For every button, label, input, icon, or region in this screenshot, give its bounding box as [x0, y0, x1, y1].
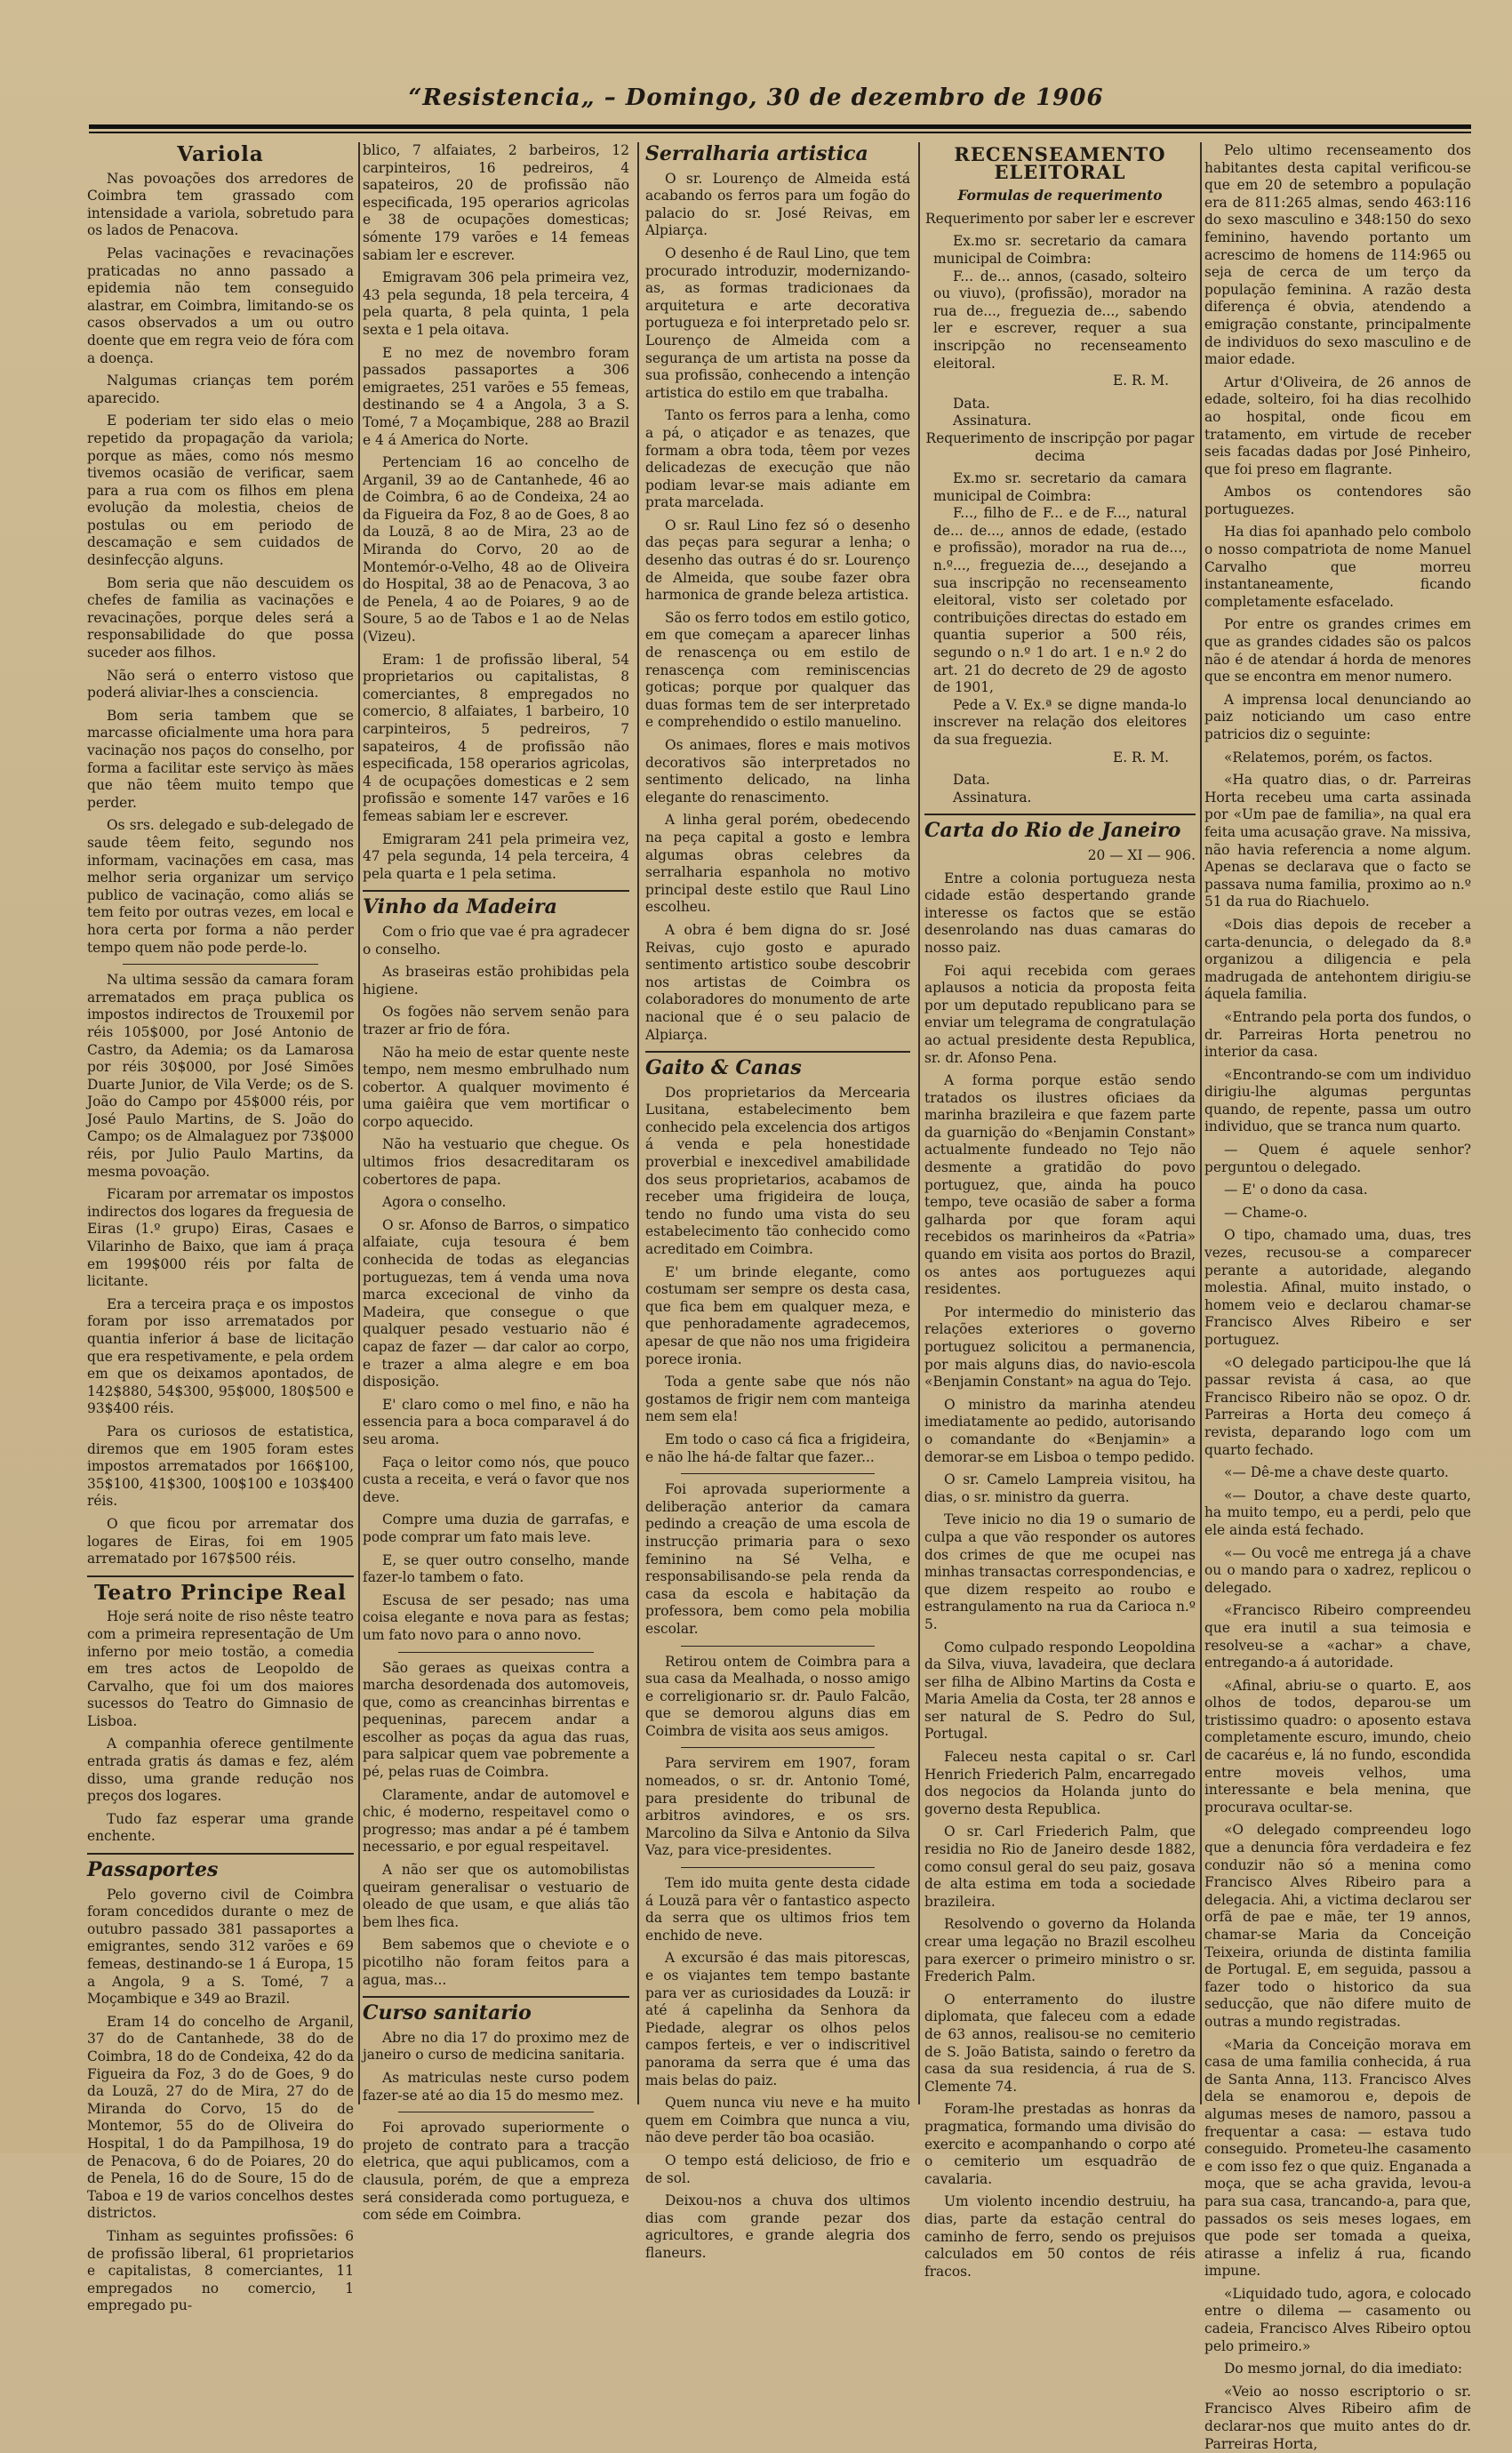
paragraph: Não ha meio de estar quente neste tempo, nem mesmo embrulhado num cobertor. A qualquer movimento é uma gaiêira que vem mortificar o corpo aquecido.: [363, 1044, 629, 1130]
paragraph: Em todo o caso cá fica a frigideira, e não lhe há-de faltar que fazer...: [645, 1431, 910, 1465]
paragraph: Não será o enterro vistoso que poderá aliviar-lhes a consciencia.: [87, 667, 354, 701]
paragraph: Pelo ultimo recenseamento dos habitantes desta capital verificou-se que em 20 de setembro a população era de 811:265 almas, sendo 463:116 do sexo masculino e 348:150 do sexo feminino, havendo portanto um acrescimo de homens de 114:965 ou seja de cerca de um terço da população feminina. A razão desta diferença é obvia, atendendo a emigração constante, principalmente de individuos do sexo masculino e de maior edade.: [1204, 142, 1471, 368]
paragraph: Por entre os grandes crimes em que as grandes cidades são os palcos não é de atendar á horda de menores que se encontra em menor numero.: [1204, 616, 1471, 685]
paragraph: Para servirem em 1907, foram nomeados, o sr. dr. Antonio Tomé, para presidente do tribunal de arbitros avindores, e os srs. Marcolino da Silva e Antonio da Silva Vaz, para vice-presidentes.: [645, 1755, 910, 1859]
paragraph: Escusa de ser pesado; nas uma coisa elegante e nova para as festas; um fato novo para o anno novo.: [363, 1591, 629, 1643]
paragraph: Emigravam 306 pela primeira vez, 43 pela segunda, 18 pela terceira, 4 pela quarta, 8 pela quinta, 1 pela sexta e 1 pela oitava.: [363, 269, 629, 338]
paragraph: Foi aprovado superiormente o projeto de contrato para a tracção eletrica, que aqui publicamos, com a clausula, porém, de que a empreza será considerada como portugueza, e com séde em Coimbra.: [363, 2120, 629, 2224]
paragraph: Dos proprietarios da Mercearia Lusitana, estabelecimento bem conhecido pela excelencia dos artigos á venda e pela honestidade proverbial e inexcedivel amabilidade dos seus proprietarios, acabamos de receber uma frigideira de louça, tendo no fundo uma vista do seu estabelecimento tão conhecido como acreditado em Coimbra.: [645, 1084, 910, 1258]
paragraph: Os fogões não servem senão para trazer ar frio de fóra.: [363, 1004, 629, 1038]
paragraph: Na ultima sessão da camara foram arrematados em praça publica os impostos indirectos de Trouxemil por réis 105$000, por José Antonio de Castro, da Ademia; os da Lamarosa por réis 30$000, por José Simões Duarte Junior, de Vila Verde; os de S. João do Campo por 45$000 réis, por José Paulo Martins, de S. João do Campo; os de Almalaguez por 73$000 réis, por Julio Paulo Martins, da mesma povoação.: [87, 972, 354, 1180]
paragraph: Tanto os ferros para a lenha, como a pá, o atiçador e as tenazes, que formam a obra toda, têem por vezes delicadezas de execução que não podiam levar-se mais adiante em prata marcelada.: [645, 407, 910, 511]
divider: [398, 1652, 594, 1653]
paragraph: Quem nunca viu neve e ha muito quem em Coimbra que nunca a viu, não deve perder tão boa ocasião.: [645, 2095, 910, 2146]
paragraph: E poderiam ter sido elas o meio repetido da propagação da variola; porque as mães, como nós mesmo tivemos ocasião de verificar, saem para a rua com os filhos em plena evolução da molestia, cheios de postulas ou em periodo de descamação e sem cuidados de desinfecção alguns.: [87, 413, 354, 569]
article-title-gaito: Gaito & Canas: [645, 1056, 802, 1080]
paragraph: Pelas vacinações e revacinações praticadas no anno passado a epidemia não tem conseguido alastrar, em Coimbra, limitando-se os casos observados a um ou outro doente que em regra veio de fóra com a doença.: [87, 244, 354, 366]
paragraph: — Quem é aquele senhor? perguntou o delegado.: [1204, 1142, 1471, 1175]
article-title-teatro: Teatro Principe Real: [94, 1580, 347, 1605]
paragraph: Os srs. delegado e sub-delegado de saude têem feito, segundo nos informam, vacinações em casa, mas melhor seria organizar um serviço publico de vacinação, como aliás se tem feito por outras vezes, em local e hora certa por forma a não perder tempo quem não pode perde-lo.: [87, 817, 354, 956]
paragraph: Era a terceira praça e os impostos foram por isso arrematados por quantia inferior á base de licitação que era respetivamente, e pela ordem em que os deixamos apontados, de 142$880, 54$300, 95$000, 180$500 e 93$400 réis.: [87, 1295, 354, 1417]
paragraph: Emigraram 241 pela primeira vez, 47 pela segunda, 14 pela terceira, 4 pela quarta e 1 pela setima.: [363, 830, 629, 882]
paragraph: Teve inicio no dia 19 o sumario de culpa a que vão responder os autores dos crimes de que me ocupei nas minhas transactas correspondencias, e que dizem respeito ao roubo e estrangulamento na rua da Carioca n.º 5.: [924, 1511, 1196, 1632]
paragraph: «Dois dias depois de receber a carta-denuncia, o delegado da 8.ª organizou a diligencia e pela madrugada de antehontem dirigiu-se áquela familia.: [1204, 916, 1471, 1003]
paragraph: São os ferro todos em estilo gotico, em que começam a aparecer linhas de renascença ou em estilo de renascença com reminiscencias goticas; porque por qualquer das duas formas tem de ser interpretado e comprehendido o estilo manuelino.: [645, 609, 910, 731]
paragraph: Faça o leitor como nós, que pouco custa a receita, e verá o favor que nos deve.: [363, 1454, 629, 1505]
divider: [87, 1575, 354, 1577]
column-3: [645, 142, 910, 2261]
paragraph: Pelo governo civil de Coimbra foram concedidos durante o mez de outubro passado 381 passaportes a emigrantes, sendo 312 varões e 69 femeas, destinando-se 1 á Europa, 15 a Angola, 9 a S. Tomé, 7 a Moçambique e 349 ao Brazil.: [87, 1886, 354, 2008]
divider: [645, 1051, 910, 1053]
paragraph: A excursão é das mais pitorescas, e os viajantes tem tempo bastante para ver as curiosidades da Louzã: ir até á capelinha da Senhora da Piedade, alegrar os olhos pelos campos ferteis, e ver o indiscritivel panorama da serra que é uma das mais belas do paiz.: [645, 1950, 910, 2088]
paragraph: «Encontrando-se com um individuo dirigiu-lhe algumas perguntas quando, de repente, passa um outro individuo, que se tranca num quarto.: [1204, 1066, 1471, 1135]
paragraph: A não ser que os automobilistas queiram generalisar o vestuario de oleado de que usam, e que aliás tão bem lhes fica.: [363, 1862, 629, 1930]
paragraph: Artur d'Oliveira, de 26 annos de edade, solteiro, foi ha dias recolhido ao hospital, onde ficou em tratamento, em virtude de receber seis facadas dadas por José Pinheiro, que foi preso em flagrante.: [1204, 373, 1471, 477]
paragraph: O que ficou por arrematar dos logares de Eiras, foi em 1905 arrematado por 167$500 réis.: [87, 1515, 354, 1567]
paragraph: A forma porque estão sendo tratados os ilustres oficiaes da marinha brazileira e que fazem parte da guarnição do «Benjamin Constant» actualmente fundeado no Tejo não desmente a gratidão do povo portuguez, que, ainda ha pouco tempo, teve ocasião de saber a forma galharda por que foram aqui recebidos os marinheiros da «Patria» quando em visita aos portos do Brazil, os antes aos portuguezes aqui residentes.: [924, 1072, 1196, 1298]
paragraph: E, se quer outro conselho, mande fazer-lo tambem o fato.: [363, 1551, 629, 1586]
header-rule-thin: [89, 132, 1471, 133]
paragraph: Claramente, andar de automovel e chic, é moderno, respeitavel como o progresso; mas andar a pé é tambem necessario, e por egual respeitavel.: [363, 1786, 629, 1856]
column-divider: [358, 142, 360, 2104]
paragraph: Ha dias foi apanhado pelo combolo o nosso compatriota de nome Manuel Carvalho que morreu instantaneamente, ficando completamente esfacelado.: [1204, 524, 1471, 610]
paragraph: Com o frio que vae é pra agradecer o conselho.: [363, 923, 629, 958]
paragraph: Tinham as seguintes profissões: 6 de profissão liberal, 61 proprietarios e capitalistas, 8 comerciantes, 11 empregados no comercio, 1 empregado pu-: [87, 2227, 354, 2314]
paragraph: «Veio ao nosso escriptorio o sr. Francisco Alves Ribeiro afim de declarar-nos que muito antes do dr. Parreiras Horta,: [1204, 2383, 1471, 2452]
divider: [681, 1747, 875, 1748]
paragraph: Agora o conselho.: [382, 1194, 507, 1211]
paragraph: «Ha quatro dias, o dr. Parreiras Horta recebeu uma carta assinada por «Um pae de familia», na qual era feita uma acusação grave. Na missiva, não havia referencia a nome algum. Apenas se declarava que o facto se passava numa familia, proximo ao n.º 51 da rua do Riachuelo.: [1204, 772, 1471, 910]
paragraph: Foi aqui recebida com geraes aplausos a noticia da proposta feita por um deputado republicano para se enviar um telegrama de congratulação ao actual presidente desta Republica, sr. dr. Afonso Pena.: [924, 962, 1196, 1066]
paragraph: «Afinal, abriu-se o quarto. E, aos olhos de todos, deparou-se um tristissimo quadro: o aposento estava completamente escuro, imundo, cheio de cacaréus e, lá no fundo, escondida entre moveis velhos, uma interessante e bela menina, que procurava ocultar-se.: [1204, 1677, 1471, 1816]
divider: [363, 890, 629, 892]
paragraph: O sr. Carl Friederich Palm, que residia no Rio de Janeiro desde 1882, como consul geral do seu paiz, gosava de alta estima em toda a sociedade brazileira.: [924, 1824, 1196, 1910]
form-signature: E. R. M.: [1112, 749, 1169, 766]
paragraph: Foi aprovada superiormente a deliberação anterior da camara pedindo a creação de uma escola de instrucção primaria para o sexo feminino na Sé Velha, e responsabilisando-se pela renda da casa da escola e habitação da professora, bem como pela mobilia escolar.: [645, 1481, 910, 1637]
form-body: F... de... annos, (casado, solteiro ou viuvo), (profissão), morador na rua de..., freguezia de..., sabendo ler e escrever, requer a sua inscripção no recenseamento eleitoral.: [933, 268, 1187, 372]
form-date: Data.: [953, 772, 990, 789]
paragraph: Faleceu nesta capital o sr. Carl Henrich Friederich Palm, encarregado dos negocios da Holanda junto do governo desta Republica.: [924, 1749, 1196, 1817]
article-title-passaportes: Passaportes: [87, 1858, 219, 1882]
paragraph: Tem ido muita gente desta cidade á Louzã para vêr o fantastico aspecto da serra que os ultimos frios tem enchido de neve.: [645, 1875, 910, 1944]
paragraph: «— Doutor, a chave deste quarto, ha muito tempo, eu a perdi, pelo que ele ainda está fechado.: [1204, 1487, 1471, 1538]
paragraph: O tipo, chamado uma, duas, tres vezes, recusou-se a comparecer perante a autoridade, alegando molestia. Afinal, muito instado, o homem veio e declarou chamar-se Francisco Alves Ribeiro e ser portuguez.: [1204, 1227, 1471, 1348]
paragraph: As braseiras estão prohibidas pela higiene.: [363, 964, 629, 998]
article-title-recenseamento: RECENSEAMENTO ELEITORAL: [954, 143, 1166, 183]
divider: [681, 1867, 875, 1868]
paragraph: «— Dê-me a chave deste quarto.: [1224, 1464, 1449, 1481]
paragraph: O sr. Afonso de Barros, o simpatico alfaiate, cuja tesoura é bem conhecida de todas as elegancias portuguezas, tem á venda uma nova marca excecional de vinho da Madeira, que consegue o que qualquer pesado vestuario não é capaz de fazer — dar calor ao corpo, e trazer a alma alegre e em boa disposição.: [363, 1216, 629, 1391]
page-header: “Resistencia„ – Domingo, 30 de dezembro de 1906: [408, 84, 1104, 111]
subtitle: Formulas de requerimento: [957, 188, 1163, 204]
paragraph: «Francisco Ribeiro compreendeu que era inutil a sua teimosia e resolveu-se a «achar» a chave, entregando-a á autoridade.: [1204, 1602, 1471, 1671]
paragraph: Bom seria tambem que se marcasse oficialmente uma hora para vacinação nos paços do conselho, por forma a facilitar este serviço às mães que não têem muito tempo que perder.: [87, 707, 354, 811]
paragraph: Tudo faz esperar uma grande enchente.: [87, 1810, 354, 1845]
paragraph: Toda a gente sabe que nós não gostamos de frigir nem com manteiga nem sem ela!: [645, 1374, 910, 1425]
article-date: 20 — XI — 906.: [1087, 846, 1196, 863]
paragraph: «— Ou você me entrega já a chave ou o mando para o xadrez, replicou o delegado.: [1204, 1544, 1471, 1596]
paragraph: E' claro como o mel fino, e não ha essencia para a boca comparavel á do seu aroma.: [363, 1396, 629, 1447]
paragraph: — Chame-o.: [1224, 1204, 1308, 1221]
paragraph: Nas povoações dos arredores de Coimbra tem grassado com intensidade a variola, sobretudo para os lados de Penacova.: [87, 170, 354, 239]
paragraph: Entre a colonia portugueza nesta cidade estão despertando grande interesse os factos que se estão desenrolando nas duas camaras do nosso paiz.: [924, 870, 1196, 956]
column-divider: [918, 142, 920, 2104]
paragraph: Para os curiosos de estatistica, diremos que em 1905 foram estes impostos arrematados por 166$100, 35$100, 41$300, 100$100 e 103$400 réis.: [87, 1423, 354, 1510]
paragraph: — E' o dono da casa.: [1224, 1182, 1368, 1198]
form-body: F..., filho de F... e de F..., natural de... de..., annos de edade, (estado e profissão), morador na rua de..., n.º..., freguezia de..., desejando a sua inscripção no recenseamento eleitoral, visto ser coletado por contribuições directas do estado em quantia superior a 500 réis, segundo o n.º 1 do art. 1 e n.º 2 do art. 21 do decreto de 29 de agosto de 1901,: [933, 505, 1187, 696]
article-title-carta: Carta do Rio de Janeiro: [924, 819, 1181, 843]
paragraph: «Maria da Conceição morava em casa de uma familia conhecida, á rua de Santa Anna, 113. Francisco Alves dela se enamorou e, depois de algumas meses de namoro, passou a frequentar a casa: — estava tudo conseguido. Prometeu-lhe casamento e com isso fez o que quiz. Enganada a moça, que se acha gravida, levou-a para sua casa, trancando-a, para que, passados os seis meses logaes, em que pode ser tomada a queixa, atirasse a infeliz á rua, ficando impune.: [1204, 2036, 1471, 2280]
paragraph: Eram 14 do concelho de Arganil, 37 do de Cantanhede, 38 do de Coimbra, 18 do de Condeixa, 42 do da Figueira da Foz, 3 do de Goes, 9 do da Louzã, 27 do de Mira, 27 do de Miranda do Corvo, 15 do de Montemor, 55 do de Oliveira do Hospital, 1 do da Pampilhosa, 19 do de Penacova, 6 do de Poiares, 20 do de Penela, 16 do de Soure, 15 do de Taboa e 19 de varios concelhos destes districtos.: [87, 2013, 354, 2222]
paragraph: E no mez de novembro foram passados passaportes a 306 emigraetes, 251 varões e 55 femeas, destinando se 4 a Angola, 3 a S. Tomé, 7 a Moçambique, 288 ao Brazil e 4 á America do Norte.: [363, 344, 629, 448]
paragraph: «Entrando pela porta dos fundos, o dr. Parreiras Horta penetrou no interior da casa.: [1204, 1008, 1471, 1061]
paragraph: Do mesmo jornal, do dia imediato:: [1224, 2361, 1463, 2377]
paragraph: Os animaes, flores e mais motivos decorativos são interpretados no sentimento delicado, na linha elegante do renascimento.: [645, 737, 910, 806]
divider: [681, 1646, 875, 1647]
paragraph: Nalgumas crianças tem porém aparecido.: [87, 373, 354, 406]
form-title: Requerimento por saber ler e escrever: [925, 210, 1195, 227]
paragraph: A linha geral porém, obedecendo na peça capital a gosto e lembra algumas obras celebres da serralharia espanhola no motivo principal deste estilo que Raul Lino escolheu.: [645, 812, 910, 916]
paragraph: A imprensa local denunciando ao paiz noticiando um caso entre patricios diz o seguinte:: [1204, 691, 1471, 742]
column-divider: [637, 142, 639, 2104]
column-4: [924, 142, 1196, 2280]
paragraph: Resolvendo o governo da Holanda crear uma legação no Brazil escolheu para exercer o primeiro ministro o sr. Frederich Palm.: [924, 1916, 1196, 1985]
paragraph: blico, 7 alfaiates, 2 barbeiros, 12 carpinteiros, 16 pedreiros, 4 sapateiros, 20 de profissão não especificada, 195 operarios agricolas e 38 de ocupações domesticas; sómente 179 varões e 14 femeas sabiam ler e escrever.: [363, 142, 629, 263]
paragraph: «Relatemos, porém, os factos.: [1224, 749, 1433, 766]
form-signature-line: Assinatura.: [953, 413, 1032, 429]
form-address: Ex.mo sr. secretario da camara municipal de Coimbra:: [933, 233, 1187, 267]
form-signature: E. R. M.: [1112, 373, 1169, 389]
form-date: Data.: [953, 395, 990, 412]
article-title-variola: Variola: [177, 142, 264, 166]
paragraph: As matriculas neste curso podem fazer-se até ao dia 15 do mesmo mez.: [363, 2069, 629, 2104]
paragraph: Eram: 1 de profissão liberal, 54 proprietarios ou capitalistas, 8 comerciantes, 8 empregados no comercio, 8 alfaiates, 1 barbeiro, 10 carpinteiros, 5 pedreiros, 7 sapateiros, 4 de profissão não especificada, 158 operarios agricolas, 4 de ocupações domesticas e 2 sem profissão e somente 147 varões e 16 femeas sabiam ler e escrever.: [363, 651, 629, 824]
paragraph: Retirou ontem de Coimbra para a sua casa da Mealhada, o nosso amigo e correligionario sr. dr. Paulo Falcão, que se demorou alguns dias em Coimbra de visita aos seus amigos.: [645, 1653, 910, 1739]
paragraph: Bem sabemos que o cheviote e o picotilho não foram feitos para a agua, mas...: [363, 1936, 629, 1988]
article-title-vinho: Vinho da Madeira: [363, 895, 557, 919]
paragraph: «Liquidado tudo, agora, e colocado entre o dilema — casamento ou cadeia, Francisco Alves Ribeiro optou pelo primeiro.»: [1204, 2285, 1471, 2354]
paragraph: O tempo está delicioso, de frio e de sol.: [645, 2152, 910, 2186]
paragraph: «O delegado participou-lhe que lá passar revista á casa, ao que Francisco Ribeiro não se opoz. O dr. Parreiras a Horta deu começo á revista, deparando logo com um quarto fechado.: [1204, 1354, 1471, 1458]
header-rule-thick: [89, 124, 1471, 129]
paragraph: Não ha vestuario que chegue. Os ultimos frios desacreditaram os cobertores de papa.: [363, 1136, 629, 1188]
paragraph: Por intermedio do ministerio das relações exteriores o governo portuguez solicitou a permanencia, por mais alguns dias, do navio-escola «Benjamin Constant» na agua do Tejo.: [924, 1303, 1196, 1391]
paragraph: E' um brinde elegante, como costumam ser sempre os desta casa, que fica bem em qualquer meza, e que penhoradamente agradecemos, apesar de que não nos uma frigideira porece ironia.: [645, 1263, 910, 1367]
form-request: Pede a V. Ex.ª se digne manda-lo inscrever na relação dos eleitores da sua freguezia.: [933, 696, 1187, 748]
paragraph: Bom seria que não descuidem os chefes de familia as vacinações e revacinações, porque deles será a responsabilidade do que possa suceder aos filhos.: [87, 574, 354, 661]
paragraph: O sr. Lourenço de Almeida está acabando os ferros para um fogão do palacio do sr. José Reivas, em Alpiarça.: [645, 170, 910, 239]
form-signature-line: Assinatura.: [953, 789, 1032, 806]
article-title-serralharia: Serralharia artistica: [645, 142, 868, 165]
paragraph: Foram-lhe prestadas as honras da pragmatica, formando uma divisão do exercito e acompanhando o corpo até o cemiterio um esquadrão de cavalaria.: [924, 2101, 1196, 2187]
paragraph: Abre no dia 17 do proximo mez de janeiro o curso de medicina sanitaria.: [363, 2029, 629, 2064]
article-title-curso: Curso sanitario: [363, 2001, 532, 2025]
paragraph: O enterramento do ilustre diplomata, que faleceu com a edade de 63 annos, realisou-se no cemiterio de S. João Batista, saindo o feretro da casa da sua residencia, á rua de S. Clemente 74.: [924, 1991, 1196, 2095]
paragraph: «O delegado compreendeu logo que a denuncia fôra verdadeira e fez conduzir não só a menina como Francisco Alves Ribeiro para a delegacia. Ahi, a victima declarou ser orfã de pae e mãe, ter 19 annos, chamar-se Maria da Conceição Teixeira, oriunda de distinta familia de Portugal. E, em seguida, passou a fazer todo o historico da sua seducção, que não difere muito de outras a mundo registradas.: [1204, 1822, 1471, 2030]
paragraph: Compre uma duzia de garrafas, e pode comprar um fato mais leve.: [363, 1511, 629, 1545]
paragraph: São geraes as queixas contra a marcha desordenada dos automoveis, que, como as creancinhas birrentas e pequeninas, parecem andar a escolher as poças da agua das ruas, para salpicar quem vae pobremente a pé, pelas ruas de Coimbra.: [363, 1659, 629, 1781]
paragraph: O sr. Camelo Lampreia visitou, ha dias, o sr. ministro da guerra.: [924, 1471, 1196, 1505]
paragraph: A obra é bem digna do sr. José Reivas, cujo gosto e apurado sentimento artistico soube descobrir nos artistas de Coimbra os colaboradores do monumento de arte nacional que é o seu palacio de Alpiarça.: [645, 921, 910, 1043]
column-divider: [1200, 142, 1202, 2104]
form-title: Requerimento de inscripção por pagar decima: [925, 429, 1195, 464]
paragraph: O ministro da marinha atendeu imediatamente ao pedido, autorisando o comandante do «Benjamin» a demorar-se em Lisboa o tempo pedido.: [924, 1396, 1196, 1465]
column-2: [363, 142, 629, 2224]
paragraph: O desenho é de Raul Lino, que tem procurado introduzir, modernizando-as, as formas tradicionaes da arquitetura e arte decorativa portugueza e foi interpretado pelo sr. Lourenço de Almeida com a segurança de um artista na posse da sua profissão, conhecendo a intenção artistica do estilo em que trabalha.: [645, 244, 910, 401]
paragraph: Como culpado respondo Leopoldina da Silva, viuva, lavadeira, que declara ser filha de Albino Martins da Costa e Maria Amelia da Costa, ter 28 annos e ser natural de S. Pedro do Sul, Portugal.: [924, 1639, 1196, 1743]
divider: [87, 1853, 354, 1855]
paragraph: Deixou-nos a chuva dos ultimos dias com grande pezar dos agricultores, e grande alegria dos flaneurs.: [645, 2192, 910, 2261]
divider: [123, 964, 318, 965]
divider: [363, 1996, 629, 1998]
paragraph: Pertenciam 16 ao concelho de Arganil, 39 ao de Cantanhede, 46 ao de Coimbra, 6 ao de Condeixa, 24 ao da Figueira da Foz, 8 ao de Goes, 8 ao da Louzã, 8 ao de Mira, 23 ao de Miranda do Corvo, 20 ao de Montemór-o-Velho, 48 ao de Oliveira do Hospital, 38 ao de Penacova, 3 ao de Penela, 4 ao de Poiares, 9 ao de Soure, 5 ao de Tabos e 1 ao de Nelas (Vizeu).: [363, 454, 629, 645]
form-address: Ex.mo sr. secretario da camara municipal de Coimbra:: [933, 470, 1187, 504]
paragraph: Ambos os contendores são portuguezes.: [1204, 484, 1471, 517]
column-1: [87, 142, 354, 2314]
paragraph: Ficaram por arrematar os impostos indirectos dos logares da freguesia de Eiras (1.º grupo) Eiras, Casaes e Vilarinho de Baixo, que iam á praça em 199$000 réis por falta de licitante.: [87, 1186, 354, 1290]
paragraph: Um violento incendio destruiu, ha dias, parte da estação central do caminho de ferro, sendo os prejuisos calculados em 50 contos de réis fracos.: [924, 2193, 1196, 2280]
paragraph: O sr. Raul Lino fez só o desenho das peças para segurar a lenha; o desenho das outras é do sr. Lourenço de Almeida, que soube fazer obra harmonica de grande beleza artistica.: [645, 517, 910, 604]
paragraph: Hoje será noite de riso nêste teatro com a primeira representação de Um inferno por meio tostão, a comedia em tres actos de Leopoldo de Carvalho, que foi um dos maiores sucessos do Teatro do Gimnasio de Lisboa.: [87, 1608, 354, 1729]
divider: [681, 1473, 875, 1474]
paragraph: A companhia oferece gentilmente entrada gratis ás damas e fez, além disso, uma grande redução nos preços dos logares.: [87, 1736, 354, 1805]
divider: [924, 814, 1196, 815]
column-5: [1204, 142, 1471, 2452]
